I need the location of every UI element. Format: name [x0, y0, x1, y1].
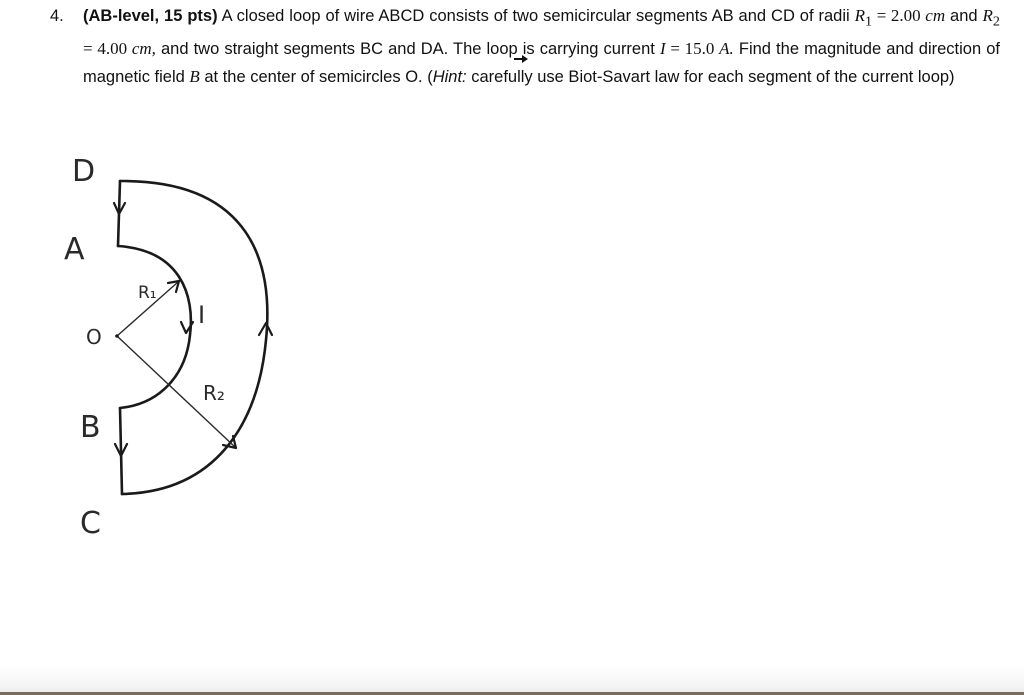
hint-label: Hint: — [432, 68, 467, 87]
current-unit: A. — [719, 39, 734, 59]
and-text: and — [945, 7, 983, 25]
r2-unit: cm, — [131, 39, 156, 59]
r2-subscript: 2 — [992, 13, 1000, 30]
label-r2: R₂ — [203, 381, 225, 405]
r1-subscript: 1 — [865, 13, 873, 30]
inner-semicircle-ab — [118, 246, 191, 408]
label-o: O — [86, 325, 102, 349]
label-c: C — [80, 506, 101, 541]
hint-text: carefully use Biot-Savart law for each segment of the current loop) — [466, 68, 955, 87]
label-r1: R₁ — [138, 283, 157, 303]
vector-arrowhead-icon — [522, 55, 528, 63]
r1-unit: cm — [925, 6, 946, 25]
label-d: D — [72, 154, 96, 189]
center-point — [115, 334, 119, 338]
question-after-b: at the center of semicircles O. ( — [199, 68, 433, 87]
outer-semicircle-cd — [120, 181, 267, 494]
label-a: A — [64, 232, 85, 267]
b-field-symbol: B — [189, 67, 200, 87]
question-intro: A closed loop of wire ABCD consists of two semicircular segments AB and CD of radii — [217, 7, 855, 25]
question-level: (AB-level, 15 pts) — [83, 7, 218, 25]
current-value: = 15.0 — [665, 39, 720, 59]
label-current: I — [198, 301, 206, 329]
label-b: B — [80, 410, 101, 445]
question-find: Find the magnitude and direction of magnetic field — [83, 40, 1000, 87]
r2-value: = 4.00 — [83, 39, 132, 59]
current-symbol: I — [659, 39, 666, 59]
bottom-shadow — [0, 665, 1024, 695]
question-number: 4. — [50, 7, 64, 25]
r1-value: = 2.00 — [872, 6, 926, 25]
r2-symbol: R — [982, 6, 993, 25]
question-middle: and two straight segments BC and DA. The loop is carrying current — [155, 40, 660, 59]
segment-bc — [120, 408, 122, 494]
r1-symbol: R — [854, 6, 866, 25]
